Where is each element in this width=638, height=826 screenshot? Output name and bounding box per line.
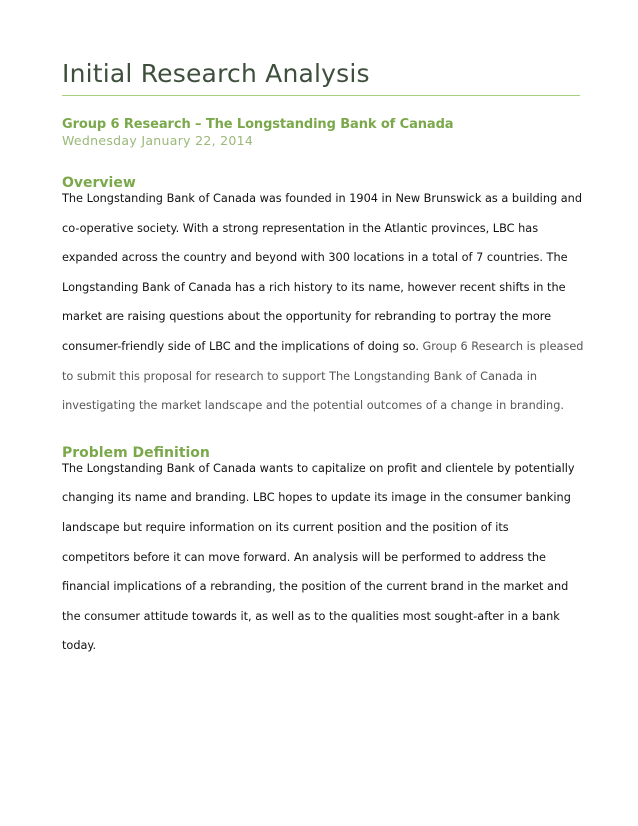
- overview-line: The Longstanding Bank of Canada was founded in 1904 in New Brunswick as a building and: [62, 192, 582, 205]
- overview-line: market are raising questions about the opportunity for rebranding to portray the more: [62, 310, 552, 324]
- title-divider: [62, 95, 580, 96]
- overview-paragraph: [62, 184, 584, 421]
- problem-paragraph: [62, 454, 580, 661]
- overview-line-muted: to submit this proposal for research to support The Longstanding Bank of Canada in: [62, 369, 537, 383]
- document-title: Initial Research Analysis: [62, 59, 370, 88]
- overview-line: Longstanding Bank of Canada has a rich history to its name, however recent shifts in the: [62, 280, 566, 294]
- overview-line: expanded across the country and beyond with 300 locations in a total of 7 countries. The: [62, 251, 568, 265]
- problem-line: today.: [62, 639, 97, 653]
- problem-line: landscape but require information on its current position and the position of its: [62, 520, 509, 534]
- overview-line-part: consumer-friendly side of LBC and the implications of doing so.: [62, 339, 423, 353]
- overview-line: [62, 332, 584, 362]
- overview-line-muted: investigating the market landscape and the potential outcomes of a change in branding.: [62, 399, 564, 413]
- problem-line: the consumer attitude towards it, as well as to the qualities most sought-after in a bank: [62, 609, 560, 623]
- overview-heading: Overview: [62, 175, 136, 191]
- problem-line: changing its name and branding. LBC hopes to update its image in the consumer banking: [62, 491, 571, 505]
- problem-heading: Problem Definition: [62, 444, 210, 461]
- document-subtitle: Group 6 Research – The Longstanding Bank of Canada: [62, 117, 454, 132]
- problem-line: competitors before it can move forward. An analysis will be performed to address the: [62, 550, 546, 564]
- problem-line: financial implications of a rebranding, the position of the current brand in the market and: [62, 580, 569, 594]
- overview-line-part-muted: Group 6 Research is pleased: [422, 339, 584, 353]
- problem-line: The Longstanding Bank of Canada wants to capitalize on profit and clientele by potentially: [62, 461, 575, 475]
- document-date: Wednesday January 22, 2014: [62, 133, 254, 148]
- overview-line: co-operative society. With a strong representation in the Atlantic provinces, LBC has: [62, 221, 539, 235]
- document-body: [62, 56, 584, 661]
